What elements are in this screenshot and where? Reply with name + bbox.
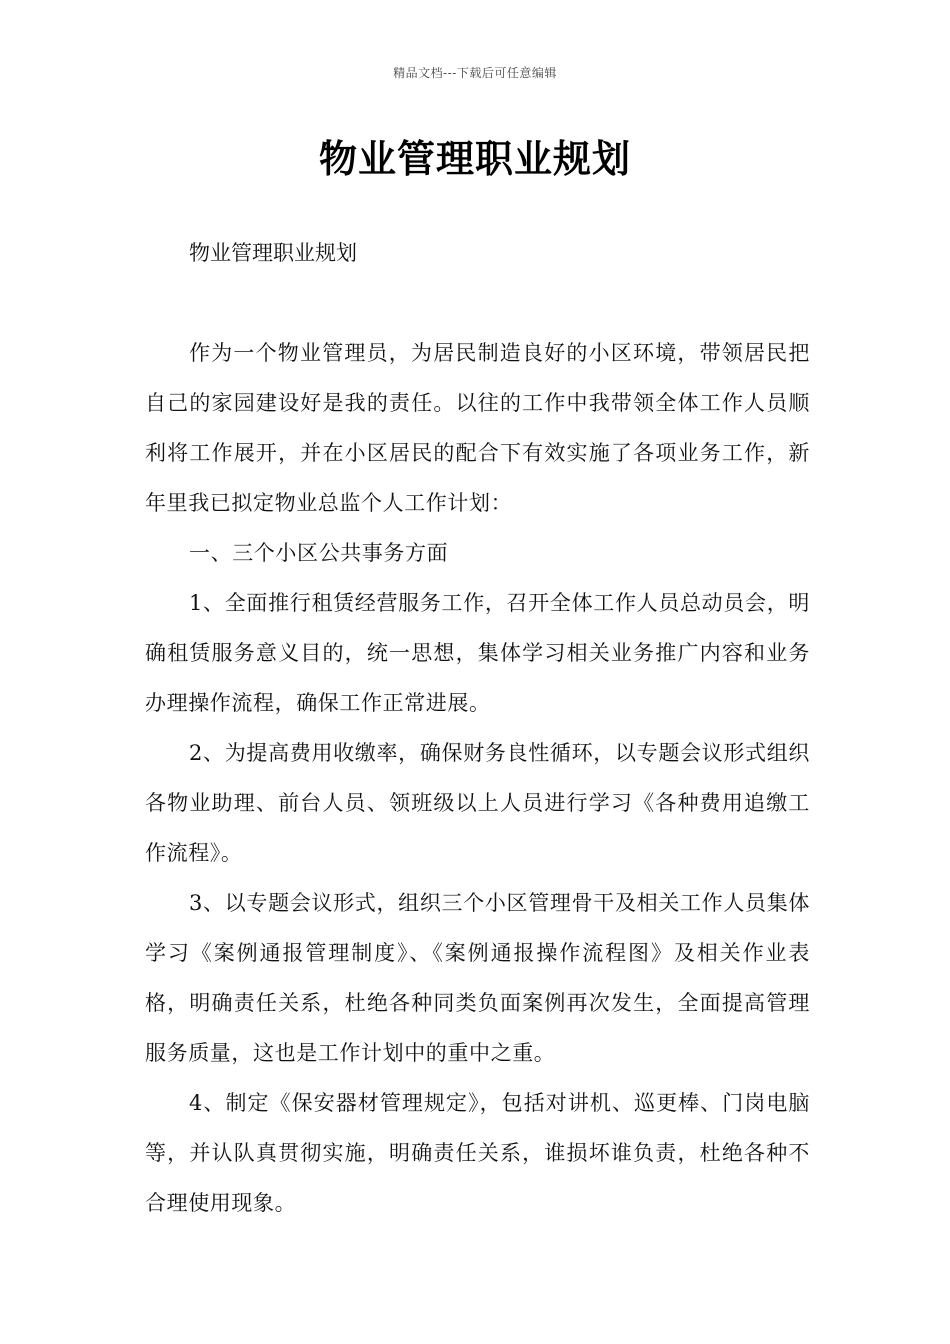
header-note: 精品文档---下载后可任意编辑 (393, 66, 557, 80)
document-body (145, 228, 810, 1228)
document-title: 物业管理职业规划 (318, 137, 631, 181)
paragraph-item-1: 1、全面推行租赁经营服务工作，召开全体工作人员总动员会，明确租赁服务意义目的，统一思想，集体学习相关业务推广内容和业务办理操作流程，确保工作正常进展。 (145, 591, 810, 715)
paragraph-item-4: 4、制定《保安器材管理规定》，包括对讲机、巡更棒、门岗电脑等，并认队真贯彻实施，明确责任关系，谁损坏谁负责，杜绝各种不合理使用现象。 (145, 1091, 810, 1215)
section-heading: 一、三个小区公共事务方面 (189, 541, 449, 565)
paragraph-item-2: 2、为提高费用收缴率，确保财务良性循环，以专题会议形式组织各物业助理、前台人员、领班级以上人员进行学习《各种费用追缴工作流程》。 (145, 741, 810, 865)
paragraph-intro: 作为一个物业管理员，为居民制造良好的小区环境，带领居民把自己的家园建设好是我的责任。以往的工作中我带领全体工作人员顺利将工作展开，并在小区居民的配合下有效实施了各项业务工作，新年里我已拟定物业总监个人工作计划： (145, 341, 810, 515)
document-subtitle: 物业管理职业规划 (189, 241, 357, 265)
paragraph-item-3: 3、以专题会议形式，组织三个小区管理骨干及相关工作人员集体学习《案例通报管理制度》、《案例通报操作流程图》及相关作业表格，明确责任关系，杜绝各种同类负面案例再次发生，全面提高管理服务质量，这也是工作计划中的重中之重。 (145, 891, 810, 1065)
